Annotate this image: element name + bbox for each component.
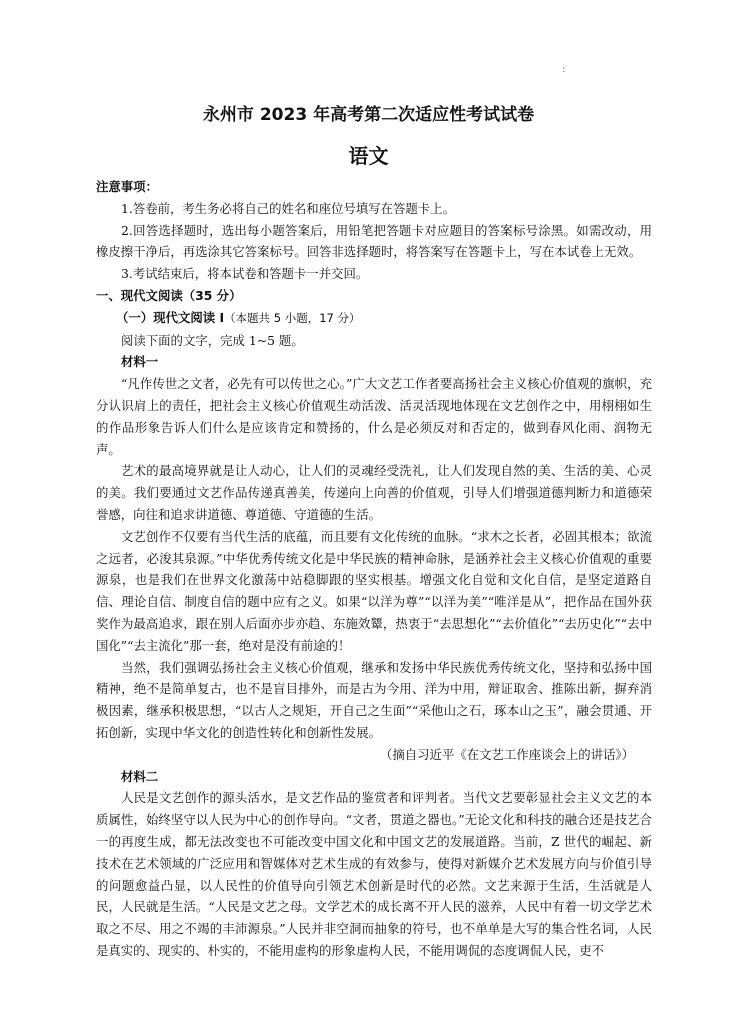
material-one-paragraph: “凡作传世之文者，必先有可以传世之心。”广大文艺工作者要高扬社会主义核心价值观的旗帜，充分认识肩上的责任，把社会主义核心价值观生动活泼、活灵活现地体现在文艺创作之中，用栩栩如生的作品形象告诉人们什么是应该肯定和赞扬的，什么是必须反对和否定的，做到春风化雨、润物无声。 [96, 376, 652, 457]
reading-instruction: 阅读下面的文字，完成 1~5 题。 [121, 332, 304, 348]
material-one-paragraph: 艺术的最高境界就是让人动心，让人们的灵魂经受洗礼，让人们发现自然的美、生活的美、心灵的美。我们要通过文艺作品传递真善美，传递向上向善的价值观，引导人们增强道德判断力和道德荣誉感，向往和追求讲道德、尊道德、守道德的生活。 [96, 463, 652, 522]
material-one-source: （摘自习近平《在文艺工作座谈会上的讲话》） [379, 746, 634, 762]
subject-title: 语文 [348, 144, 389, 168]
note-item-2: 2.回答选择题时，选出每小题答案后，用铅笔把答题卡对应题目的答案标号涂黑。如需改动，用橡皮擦干净后，再选涂其它答案标号。回答非选择题时，将答案写在答题卡上，写在本试卷上无效。 [96, 222, 652, 260]
material-one-heading: 材料一 [121, 354, 159, 370]
exam-title: 永州市 2023 年高考第二次适应性考试试卷 [202, 105, 535, 125]
material-one-paragraph: 当然，我们强调弘扬社会主义核心价值观，继承和发扬中华民族优秀传统文化，坚持和弘扬中国精神，绝不是简单复古，也不是盲目排外，而是古为今用、洋为中用，辩证取舍、推陈出新，摒弃消极因素，继承积极思想，“以古人之规矩，开自己之生面”“采他山之石，琢本山之玉”，融会贯通、开拓创新，实现中华文化的创造性转化和创新性发展。 [96, 659, 652, 740]
subsection-heading: （一）现代文阅读 I [116, 309, 225, 325]
material-two-heading: 材料二 [121, 768, 159, 784]
note-item-1: 1.答卷前，考生务必将自己的姓名和座位号填写在答题卡上。 [121, 200, 455, 216]
subsection-note: （本题共 5 小题，17 分） [224, 310, 361, 325]
material-two-paragraph: 人民是文艺创作的源头活水，是文艺作品的鉴赏者和评判者。当代文艺要彰显社会主义文艺的本质属性，始终坚守以人民为中心的创作导向。“文者，贯道之器也。”无论文化和科技的融合还是技艺合一的再度生成，都无法改变也不可能改变中国文化和中国文艺的发展道路。当前，Z 世代的崛起、新技术在艺术领域的广泛应用和智媒体对艺术生成的有效参与，使得对新媒介艺术发展方向与价值引导的问题愈益凸显，以人民性的价值导向引领艺术创新是时代的必然。文艺来源于生活，生活就是人民，人民就是生活。“人民是文艺之母。文学艺术的成长离不开人民的滋养，人民中有着一切文学艺术取之不尽、用之不竭的丰沛源泉。”人民并非空洞而抽象的符号，也不单单是大写的集合性名词，人民是真实的、现实的、朴实的，不能用虚构的形象虚构人民，不能用调侃的态度调侃人民，吏不 [96, 790, 652, 958]
material-one-paragraph: 文艺创作不仅要有当代生活的底蕴，而且要有文化传统的血脉。“求木之长者，必固其根本；欲流之远者，必浚其泉源。”中华优秀传统文化是中华民族的精神命脉，是涵养社会主义核心价值观的重要源泉，也是我们在世界文化激荡中站稳脚跟的坚实根基。增强文化自觉和文化自信，是坚定道路自信、理论自信、制度自信的题中应有之义。如果“以洋为尊”“以洋为美”“唯洋是从”，把作品在国外获奖作为最高追求，跟在别人后面亦步亦趋、东施效颦，热衷于“去思想化”“去价值化”“去历史化”“去中国化”“去主流化”那一套，绝对是没有前途的！ [96, 528, 652, 653]
notes-heading: 注意事项： [96, 179, 158, 194]
note-item-3: 3.考试结束后，将本试卷和答题卡一并交回。 [121, 266, 369, 282]
subsection-heading-line [96, 307, 652, 330]
page-mark: : [562, 64, 566, 75]
document-body [96, 176, 652, 962]
section-heading: 一、现代文阅读（35 分） [96, 287, 242, 303]
